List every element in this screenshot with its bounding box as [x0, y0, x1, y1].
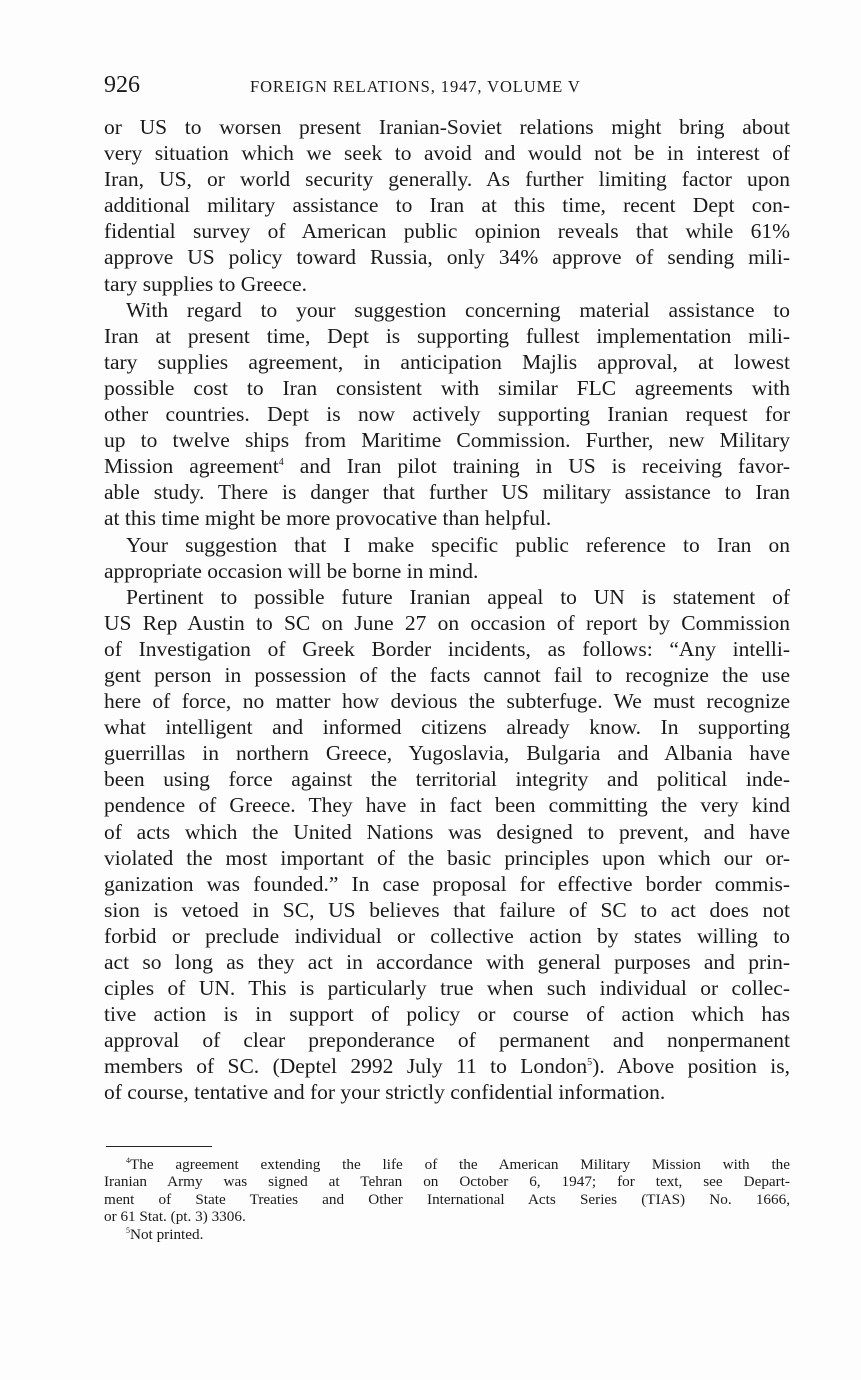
- text-line: of Investigation of Greek Border incidents, as follows: “Any intelli-: [104, 636, 790, 661]
- running-head: FOREIGN RELATIONS, 1947, VOLUME V: [250, 77, 581, 96]
- footnote-reference-4[interactable]: 4: [278, 457, 284, 469]
- text-line: sion is vetoed in SC, US believes that failure of SC to act does not: [104, 897, 790, 922]
- text-line: approve US policy toward Russia, only 34% approve of sending mili-: [104, 245, 790, 270]
- text-line: tive action is in support of policy or course of action which has: [104, 1002, 790, 1027]
- text-segment: Mission agreement: [104, 454, 279, 479]
- footnote-text: Not printed.: [130, 1225, 204, 1243]
- text-line: what intelligent and informed citizens already know. In supporting: [104, 715, 790, 740]
- footnote-reference-5[interactable]: 5: [587, 1057, 593, 1069]
- footnotes: [104, 1156, 790, 1243]
- text-line: up to twelve ships from Maritime Commission. Further, new Military: [104, 428, 790, 453]
- text-line: approval of clear preponderance of permanent and nonpermanent: [104, 1028, 790, 1053]
- text-line: ciples of UN. This is particularly true when such individual or collec-: [104, 976, 790, 1001]
- text-line: violated the most important of the basic principles upon which our or-: [104, 845, 790, 870]
- text-line-with-footnote: [104, 453, 790, 479]
- text-line: appropriate occasion will be borne in mind.: [104, 558, 479, 583]
- text-line: Iran, US, or world security generally. As further limiting factor upon: [104, 167, 790, 192]
- text-line: guerrillas in northern Greece, Yugoslavia, Bulgaria and Albania have: [104, 741, 790, 766]
- text-line: Iran at present time, Dept is supporting fullest implementation mili-: [104, 323, 790, 348]
- text-line: gent person in possession of the facts cannot fail to recognize the use: [104, 662, 790, 687]
- page-number: 926: [104, 72, 140, 98]
- text-line-with-footnote: [104, 1053, 790, 1079]
- page-header: [104, 72, 790, 102]
- text-line: here of force, no matter how devious the subterfuge. We must recognize: [104, 689, 790, 714]
- footnote-divider: [106, 1146, 212, 1147]
- text-line: possible cost to Iran consistent with similar FLC agreements with: [104, 375, 790, 400]
- text-line: been using force against the territorial integrity and political inde-: [104, 767, 790, 792]
- text-line: or US to worsen present Iranian-Soviet relations might bring about: [104, 115, 790, 139]
- text-line: act so long as they act in accordance with general purposes and prin-: [104, 950, 790, 974]
- text-line: other countries. Dept is now actively supporting Iranian request for: [104, 402, 790, 427]
- text-line: of course, tentative and for your strictly confidential information.: [104, 1080, 666, 1105]
- paragraph-start-line: Your suggestion that I make specific public reference to Iran on: [126, 532, 790, 557]
- text-line: US Rep Austin to SC on June 27 on occasion of report by Commission: [104, 610, 790, 635]
- footnote-line: Iranian Army was signed at Tehran on October 6, 1947; for text, see Depart-: [104, 1173, 790, 1191]
- footnote-4: [104, 1156, 790, 1173]
- footnote-marker: 5: [126, 1225, 130, 1235]
- body-text: [104, 114, 790, 1106]
- paragraph-start-line: With regard to your suggestion concerning material assistance to: [126, 297, 790, 322]
- text-line: very situation which we seek to avoid and would not be in interest of: [104, 141, 790, 166]
- paragraph-start-line: Pertinent to possible future Iranian appeal to UN is statement of: [126, 584, 790, 609]
- text-line: fidential survey of American public opinion reveals that while 61%: [104, 219, 790, 244]
- text-line: of acts which the United Nations was designed to prevent, and have: [104, 819, 790, 844]
- text-line: tary supplies agreement, in anticipation Majlis approval, at lowest: [104, 349, 790, 374]
- text-line: forbid or preclude individual or collective action by states willing to: [104, 923, 790, 948]
- text-line: ganization was founded.” In case proposal for effective border commis-: [104, 871, 790, 896]
- text-line: at this time might be more provocative than helpful.: [104, 506, 552, 531]
- footnote-text: The agreement extending the life of the American Military Mission with the: [130, 1156, 790, 1173]
- text-line: pendence of Greece. They have in fact been committing the very kind: [104, 793, 790, 818]
- text-line: additional military assistance to Iran at this time, recent Dept con-: [104, 193, 790, 218]
- footnote-5: [104, 1226, 790, 1243]
- text-segment: ). Above position is,: [592, 1054, 791, 1079]
- text-line: tary supplies to Greece.: [104, 271, 307, 296]
- footnote-line: ment of State Treaties and Other International Acts Series (TIAS) No. 1666,: [104, 1190, 790, 1208]
- footnote-marker: 4: [126, 1156, 130, 1165]
- text-segment: members of SC. (Deptel 2992 July 11 to London: [104, 1054, 588, 1079]
- text-line: able study. There is danger that further US military assistance to Iran: [104, 480, 790, 505]
- text-segment: and Iran pilot training in US is receiving favor-: [283, 454, 791, 479]
- footnote-line: or 61 Stat. (pt. 3) 3306.: [104, 1208, 246, 1226]
